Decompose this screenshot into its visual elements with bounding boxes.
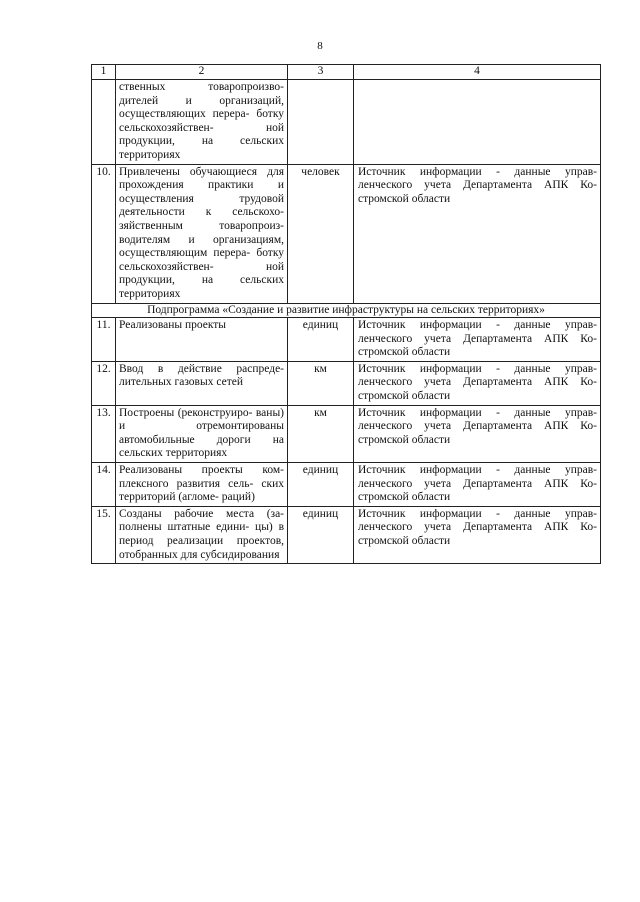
cell-line: субсидирования	[200, 548, 280, 561]
table-header-row	[92, 65, 601, 80]
cell-line: стромской области	[358, 390, 451, 403]
table-row	[92, 164, 601, 303]
page-number: 8	[317, 40, 323, 52]
cell-line: осуществляющим перера-	[119, 247, 251, 260]
cell-line: ной продукции, на сельских	[119, 260, 284, 287]
row-number: 10.	[92, 164, 116, 303]
indicators-table	[91, 64, 601, 564]
data-source	[354, 463, 601, 507]
cell-line: для прохождения практики	[119, 165, 285, 192]
indicator-name	[116, 318, 288, 362]
cell-line: Источник информации - данные управ-	[358, 464, 597, 477]
cell-line: стромской области	[358, 192, 451, 205]
cell-line: ских территорий (агломе-	[119, 477, 284, 504]
indicator-name	[116, 506, 288, 563]
unit-of-measure: единиц	[288, 463, 354, 507]
subprogram-row	[92, 303, 601, 318]
cell-line: стромской области	[358, 535, 451, 547]
header-cell-2: 2	[116, 65, 288, 80]
cell-line: Реализованы проекты ком-	[119, 464, 284, 477]
cell-line: ботку сельскохозяйствен-	[119, 247, 284, 273]
data-source	[354, 506, 601, 563]
cell-line: ленческого учета Департамента АПК Ко-	[358, 179, 597, 192]
cell-line: Источник информации - данные управ-	[358, 406, 597, 419]
cell-line: дителей и организаций,	[119, 94, 284, 107]
data-source	[354, 164, 601, 303]
cell-line: ленческого учета Департамента АПК Ко-	[358, 521, 597, 534]
cell-line: Привлечены обучающиеся	[119, 165, 258, 178]
cell-line: ной продукции, на сельских	[119, 121, 284, 148]
indicator-name	[116, 405, 288, 462]
cell-line: ленческого учета Департамента АПК Ко-	[358, 477, 597, 490]
cell-line: деятельности к сельскохо-	[119, 206, 284, 219]
cell-line: стромской области	[358, 346, 451, 359]
table-row	[92, 361, 601, 405]
cell-line: Источник информации - данные управ-	[358, 319, 597, 332]
table-row	[92, 506, 601, 563]
unit-of-measure: человек	[288, 164, 354, 303]
cell-line: ленческого учета Департамента АПК Ко-	[358, 376, 597, 389]
indicator-name	[116, 164, 288, 303]
cell-line: ваны) и отремонтированы	[119, 406, 284, 433]
continuation-row	[92, 80, 601, 165]
table-row	[92, 405, 601, 462]
cell-line: ленческого учета Департамента АПК Ко-	[358, 332, 597, 345]
row-number: 14.	[92, 463, 116, 507]
row-number: 15.	[92, 506, 116, 563]
cell-line: зяйственным товаропроиз-	[119, 219, 284, 232]
indicator-name	[116, 361, 288, 405]
header-cell-4: 4	[354, 65, 601, 80]
cell-line: ботку сельскохозяйствен-	[119, 108, 284, 134]
cell-line: территориях	[119, 287, 181, 300]
subprogram-title: Подпрограмма «Создание и развитие инфраструктуры на сельских территориях»	[92, 303, 601, 318]
cell-line: автомобильные дороги на	[119, 433, 284, 446]
row-number: 12.	[92, 361, 116, 405]
cell-line: Ввод в действие распреде-	[119, 362, 284, 375]
cell-line: стромской области	[358, 433, 451, 446]
header-cell-1: 1	[92, 65, 116, 80]
cell-line: Источник информации - данные управ-	[358, 165, 597, 178]
row-number: 13.	[92, 405, 116, 462]
cell-line: полнены штатные едини-	[119, 521, 250, 534]
unit-of-measure: км	[288, 405, 354, 462]
data-source	[354, 361, 601, 405]
cell-line: осуществляющих перера-	[119, 108, 250, 121]
unit-of-measure: единиц	[288, 506, 354, 563]
data-source	[354, 405, 601, 462]
indicator-name	[116, 463, 288, 507]
cell-line: Реализованы проекты	[119, 319, 227, 332]
cell-line: Построены (реконструиро-	[119, 406, 253, 419]
cell-line: проектов, отобранных для	[119, 535, 284, 561]
indicators-table-body	[92, 65, 601, 564]
row-number: 11.	[92, 318, 116, 362]
cell-line: Источник информации - данные управ-	[358, 507, 597, 520]
cell-line: ственных товаропроизво-	[119, 81, 284, 93]
continuation-source-cell	[354, 80, 601, 165]
cell-line: водителям и организациям,	[119, 233, 284, 246]
table-row	[92, 463, 601, 507]
table-row	[92, 318, 601, 362]
cell-line: раций)	[221, 491, 255, 504]
cell-line: Созданы рабочие места (за-	[119, 507, 284, 520]
continuation-num-cell	[92, 80, 116, 165]
cell-line: ленческого учета Департамента АПК Ко-	[358, 420, 597, 433]
cell-line: территориях	[119, 148, 181, 161]
cell-line: стромской области	[358, 491, 451, 504]
continuation-unit-cell	[288, 80, 354, 165]
cell-line: цы) в период реализации	[119, 521, 285, 547]
unit-of-measure: км	[288, 361, 354, 405]
cell-line: Источник информации - данные управ-	[358, 362, 597, 375]
continuation-text-cell	[116, 80, 288, 165]
data-source	[354, 318, 601, 362]
unit-of-measure: единиц	[288, 318, 354, 362]
cell-line: плексного развития сель-	[119, 477, 254, 490]
cell-line: лительных газовых сетей	[119, 376, 243, 389]
header-cell-3: 3	[288, 65, 354, 80]
cell-line: и осуществления трудовой	[119, 179, 285, 205]
cell-line: сельских территориях	[119, 447, 228, 460]
